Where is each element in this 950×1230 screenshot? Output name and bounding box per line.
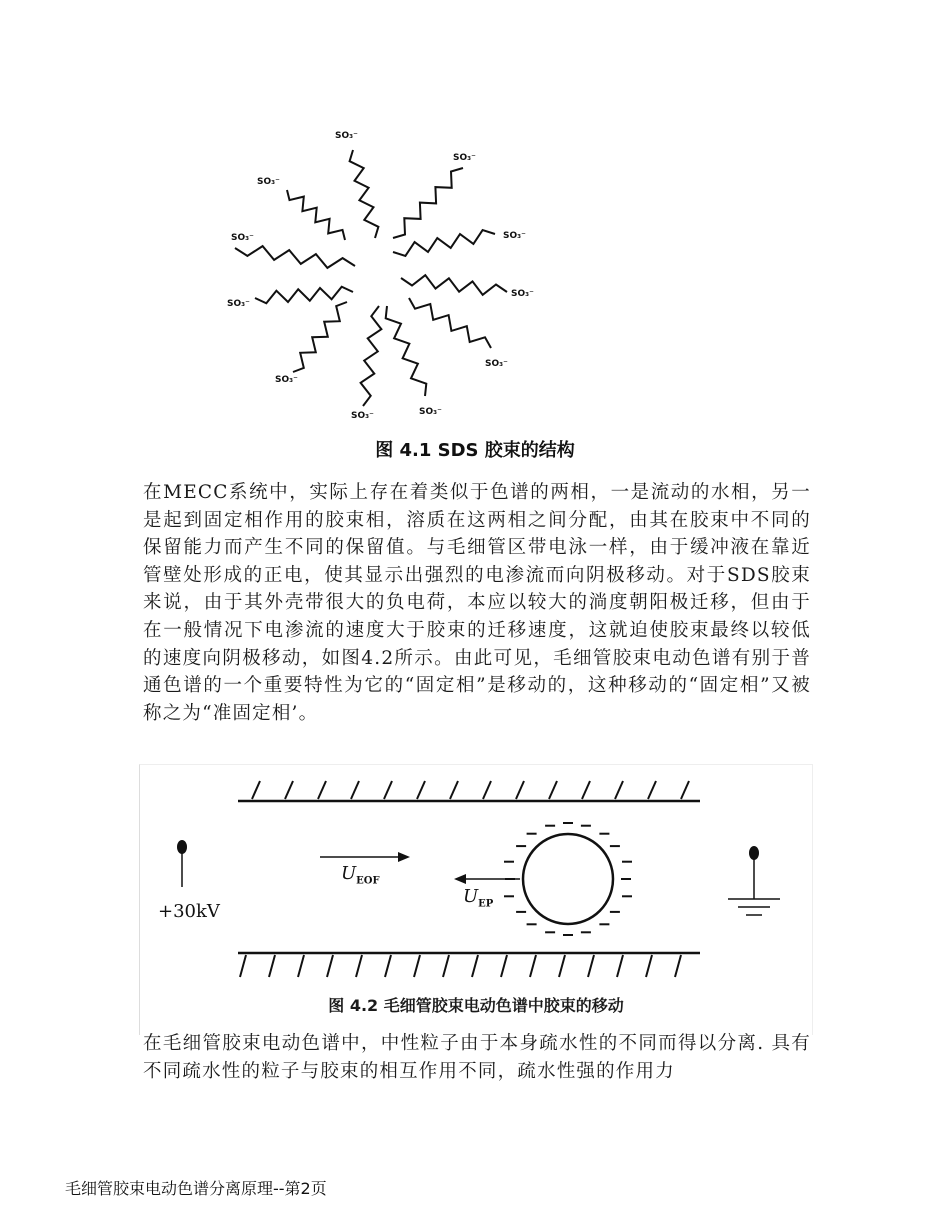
head-group-label: SO₃⁻	[419, 407, 442, 417]
hatch-mark	[414, 955, 420, 977]
hatch-mark	[417, 781, 425, 799]
hatch-mark	[318, 781, 326, 799]
u-ep-label	[463, 886, 493, 910]
hatch-mark	[285, 781, 293, 799]
eof-arrowhead-icon	[398, 852, 410, 862]
page-footer: 毛细管胶束电动色谱分离原理--第2页	[65, 1179, 327, 1198]
hatch-mark	[549, 781, 557, 799]
hatch-mark	[483, 781, 491, 799]
hatch-mark	[298, 955, 304, 977]
hatch-mark	[385, 955, 391, 977]
sds-micelle-figure	[215, 110, 545, 430]
head-group-label: SO₃⁻	[227, 299, 250, 309]
hatch-mark	[646, 955, 652, 977]
hatch-mark	[516, 781, 524, 799]
top-wall-hatching	[252, 781, 689, 799]
surfactant-chain	[361, 306, 382, 406]
u-ep-subscript: EP	[478, 898, 494, 910]
voltage-label: +30kV	[158, 901, 220, 922]
surfactant-chain	[409, 298, 491, 348]
hatch-mark	[384, 781, 392, 799]
paragraph-mecc-principle: 在MECC系统中，实际上存在着类似于色谱的两相，一是流动的水相，另一是起到固定相作用的胶束相，溶质在这两相之间分配，由其在胶束中不同的保留能力而产生不同的保留值。与毛细管区带电泳一样，由于缓冲液在靠近管壁处形成的正电，使其显示出强烈的电渗流而向阴极移动。对于SDS胶束来说，由于其外壳带很大的负电荷，本应以较大的淌度朝阳极迁移，但由于在一般情况下电渗流的速度大于胶束的迁移速度，这就迫使胶束最终以较低的速度向阴极移动，如图4.2所示。由此可见，毛细管胶束电动色谱有别于普通色谱的一个重要特性为它的“固定相”是移动的，这种移动的“固定相”又被称之为“准固定相’。	[143, 482, 811, 724]
surfactant-chain	[393, 230, 495, 256]
hatch-mark	[252, 781, 260, 799]
micelle-circle	[523, 834, 613, 924]
hatch-mark	[269, 955, 275, 977]
surfactant-chain	[393, 168, 463, 238]
surfactant-chain	[293, 302, 347, 372]
hatch-mark	[588, 955, 594, 977]
hatch-mark	[648, 781, 656, 799]
hatch-mark	[472, 955, 478, 977]
micelle-migration-figure	[139, 764, 813, 1035]
surfactant-chain	[287, 190, 345, 240]
surfactant-chain	[401, 275, 507, 295]
head-group-label: SO₃⁻	[335, 131, 358, 141]
u-eof-label	[341, 863, 380, 887]
figure-4-1-caption: 图 4.1 SDS 胶束的结构	[375, 440, 575, 461]
ground-electrode-icon	[749, 846, 759, 860]
head-group-label: SO₃⁻	[257, 177, 280, 187]
surfactant-chain	[255, 287, 353, 304]
surfactant-chain	[386, 306, 427, 396]
u-eof-symbol: U	[341, 863, 357, 884]
hatch-mark	[450, 781, 458, 799]
u-ep-symbol: U	[463, 886, 479, 907]
hatch-mark	[559, 955, 565, 977]
hatch-mark	[617, 955, 623, 977]
hatch-mark	[582, 781, 590, 799]
head-group-label: SO₃⁻	[275, 375, 298, 385]
hatch-mark	[530, 955, 536, 977]
bottom-wall-hatching	[240, 955, 681, 977]
paragraph-neutral-separation: 在毛细管胶束电动色谱中，中性粒子由于本身疏水性的不同而得以分离. 具有不同疏水性的粒子与胶束的相互作用不同，疏水性强的作用力	[143, 1033, 811, 1082]
anode-electrode-icon	[177, 840, 187, 854]
hatch-mark	[443, 955, 449, 977]
u-eof-subscript: EOF	[356, 875, 380, 887]
head-group-label: SO₃⁻	[351, 411, 374, 421]
head-group-label: SO₃⁻	[503, 231, 526, 241]
hatch-mark	[681, 781, 689, 799]
hatch-mark	[501, 955, 507, 977]
ep-arrowhead-icon	[454, 874, 466, 884]
surfactant-chain	[350, 150, 379, 238]
head-group-label: SO₃⁻	[485, 359, 508, 369]
hatch-mark	[327, 955, 333, 977]
head-group-label: SO₃⁻	[511, 289, 534, 299]
hatch-mark	[240, 955, 246, 977]
surfactant-chain	[235, 246, 355, 268]
figure-4-2-caption: 图 4.2 毛细管胶束电动色谱中胶束的移动	[328, 996, 624, 1015]
hatch-mark	[675, 955, 681, 977]
head-group-label: SO₃⁻	[453, 153, 476, 163]
hatch-mark	[356, 955, 362, 977]
head-group-label: SO₃⁻	[231, 233, 254, 243]
hatch-mark	[615, 781, 623, 799]
hatch-mark	[351, 781, 359, 799]
micelle-diagram	[215, 110, 545, 430]
